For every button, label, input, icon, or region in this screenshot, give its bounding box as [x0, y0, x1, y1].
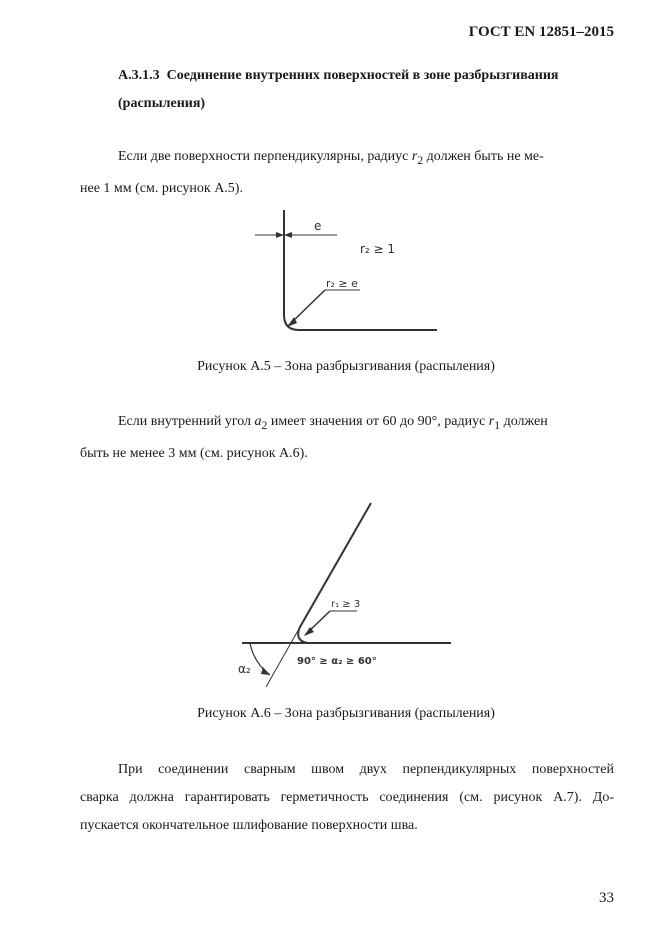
- figure-a6: [230, 495, 460, 695]
- figure-a6-caption: Рисунок А.6 – Зона разбрызгивания (распыления): [197, 706, 495, 721]
- para2-line2: быть не менее 3 мм (см. рисунок А.6).: [80, 445, 308, 461]
- figure-a5-caption: Рисунок А.5 – Зона разбрызгивания (распыления): [197, 359, 495, 374]
- paragraph-3: [80, 756, 614, 840]
- fig6-label-alpha: α₂: [238, 662, 251, 676]
- section-number: А.3.1.3: [118, 68, 160, 83]
- para1-var-r: r: [411, 149, 418, 164]
- para2-text-b: имеет значения от 60 до 90°, радиус: [267, 414, 489, 429]
- para1-line2: нее 1 мм (см. рисунок А.5).: [80, 180, 243, 196]
- para1-text-a: Если две поверхности перпендикулярны, радиус: [118, 149, 412, 164]
- fig5-profile-line: [284, 210, 437, 330]
- fig6-label-range: 90° ≥ α₂ ≥ 60°: [297, 656, 377, 667]
- paragraph-2: [80, 408, 614, 468]
- paragraph-1: [80, 143, 614, 203]
- fig6-angle-arc: [250, 643, 270, 675]
- para2-sub-a: 2: [261, 418, 268, 432]
- fig5-label-e: e: [314, 219, 322, 233]
- fig5-label-r2-1: r₂ ≥ 1: [360, 242, 396, 256]
- fig5-label-r2-e: r₂ ≥ e: [326, 277, 358, 290]
- para2-var-a: a: [254, 414, 262, 429]
- fig5-arrow-left-icon: [276, 232, 284, 238]
- para3-line3: пускается окончательное шлифование поверхности шва.: [80, 818, 418, 833]
- fig6-extension-line: [266, 627, 300, 687]
- para2-var-r: r: [488, 414, 495, 429]
- fig6-inclined-line: [298, 503, 371, 643]
- para2-sub-r: 1: [494, 418, 501, 432]
- para3-line1: При соединении сварным швом двух перпендикулярных поверхностей: [118, 762, 614, 777]
- standard-designation: ГОСТ EN 12851–2015: [468, 24, 614, 40]
- figure-a5: [240, 205, 450, 340]
- para1-sub: 2: [417, 153, 424, 167]
- page-number: 33: [599, 890, 614, 906]
- para2-text-a: Если внутренний угол: [118, 414, 255, 429]
- section-title-line1: Соединение внутренних поверхностей в зоне разбрызгивания: [166, 68, 559, 83]
- para3-line2: сварка должна гарантировать герметичность соединения (см. рисунок А.7). До-: [80, 790, 614, 805]
- section-heading: [118, 62, 614, 118]
- fig6-label-r1: r₁ ≥ 3: [331, 599, 361, 610]
- para2-text-c: должен: [500, 414, 548, 429]
- section-title-line2: (распыления): [118, 96, 206, 111]
- fig5-arrow-right-icon: [284, 232, 292, 238]
- para1-text-b: должен быть не ме-: [423, 149, 544, 164]
